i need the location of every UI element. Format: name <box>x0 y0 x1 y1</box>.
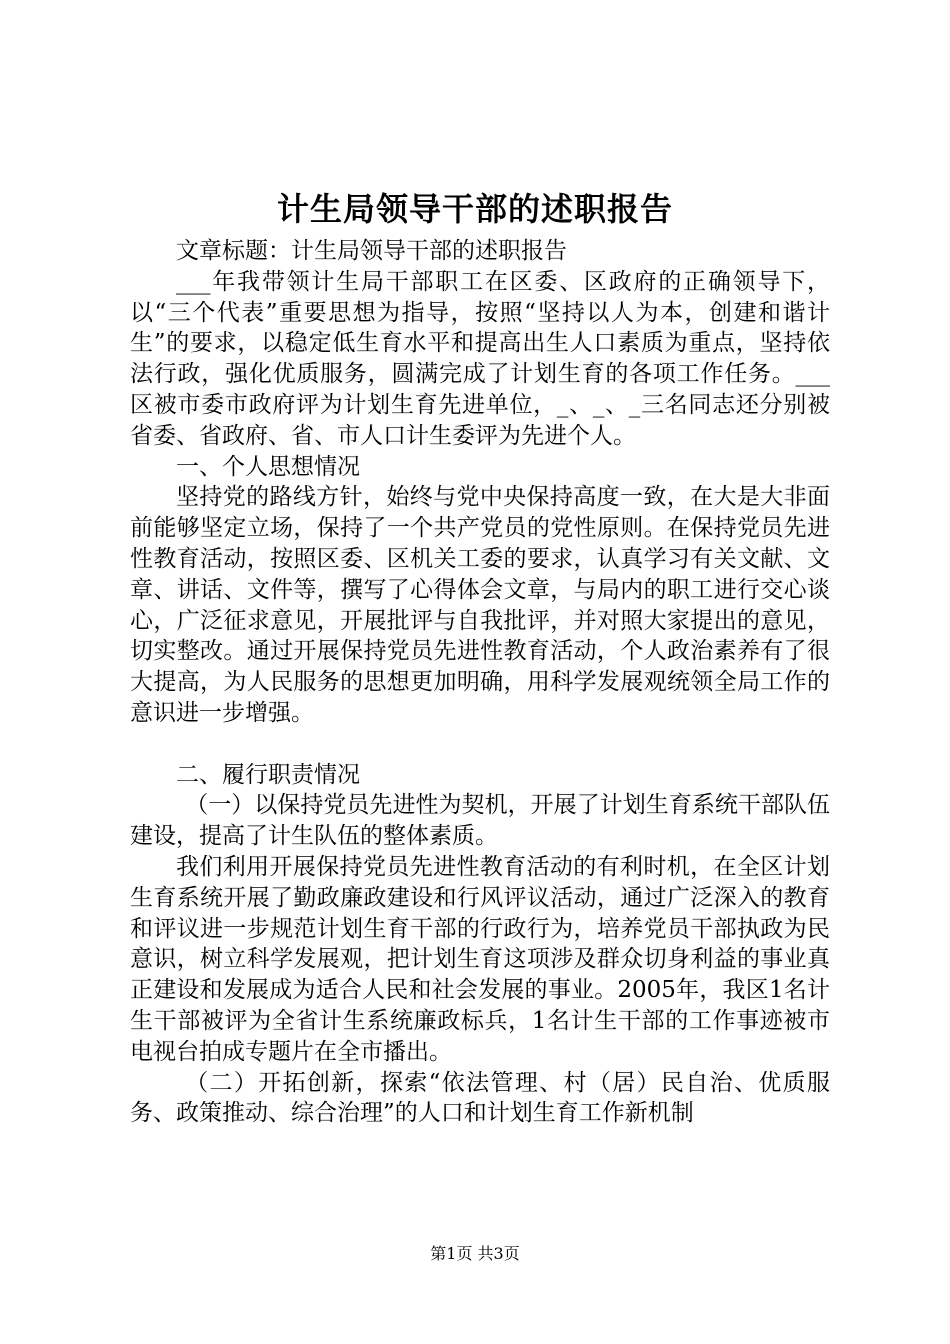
intro-paragraph: ___年我带领计生局干部职工在区委、区政府的正确领导下，以“三个代表”重要思想为指导，按照“坚持以人为本，创建和谐计生”的要求，以稳定低生育水平和提高出生人口素质为重点，坚持依法行政，强化优质服务，圆满完成了计划生育的各项工作任务。___区被市委市政府评为计划生育先进单位，_、_、_三名同志还分别被省委、省政府、省、市人口计生委评为先进个人。 <box>130 268 830 449</box>
document-body <box>130 236 830 1129</box>
subsection-heading-2: （二）开拓创新，探索“依法管理、村（居）民自治、优质服务、政策推动、综合治理”的人口和计划生育工作新机制 <box>130 1069 830 1127</box>
section-heading-personal-thought: 一、个人思想情况 <box>176 453 360 480</box>
personal-thought-paragraph: 坚持党的路线方针，始终与党中央保持高度一致，在大是大非面前能够坚定立场，保持了一个共产党员的党性原则。在保持党员先进性教育活动，按照区委、区机关工委的要求，认真学习有关文献、文章、讲话、文件等，撰写了心得体会文章，与局内的职工进行交心谈心，广泛征求意见，开展批评与自我批评，并对照大家提出的意见，切实整改。通过开展保持党员先进性教育活动，个人政治素养有了很大提高，为人民服务的思想更加明确，用科学发展观统领全局工作的意识进一步增强。 <box>130 484 830 726</box>
section-heading-duties: 二、履行职责情况 <box>176 761 360 788</box>
article-title-line: 文章标题：计生局领导干部的述职报告 <box>176 238 567 264</box>
subsection-heading-1: （一）以保持党员先进性为契机，开展了计划生育系统干部队伍建设，提高了计生队伍的整体素质。 <box>130 792 830 850</box>
page-number-footer: 第1页 共3页 <box>430 1244 520 1263</box>
duties-paragraph: 我们利用开展保持党员先进性教育活动的有利时机，在全区计划生育系统开展了勤政廉政建设和行风评议活动，通过广泛深入的教育和评议进一步规范计划生育干部的行政行为，培养党员干部执政为民意识，树立科学发展观，把计划生育这项涉及群众切身利益的事业真正建设和发展成为适合人民和社会发展的事业。2005年，我区1名计生干部被评为全省计生系统廉政标兵，1名计生干部的工作事迹被市电视台拍成专题片在全市播出。 <box>130 853 830 1065</box>
document-title: 计生局领导干部的述职报告 <box>276 190 673 228</box>
